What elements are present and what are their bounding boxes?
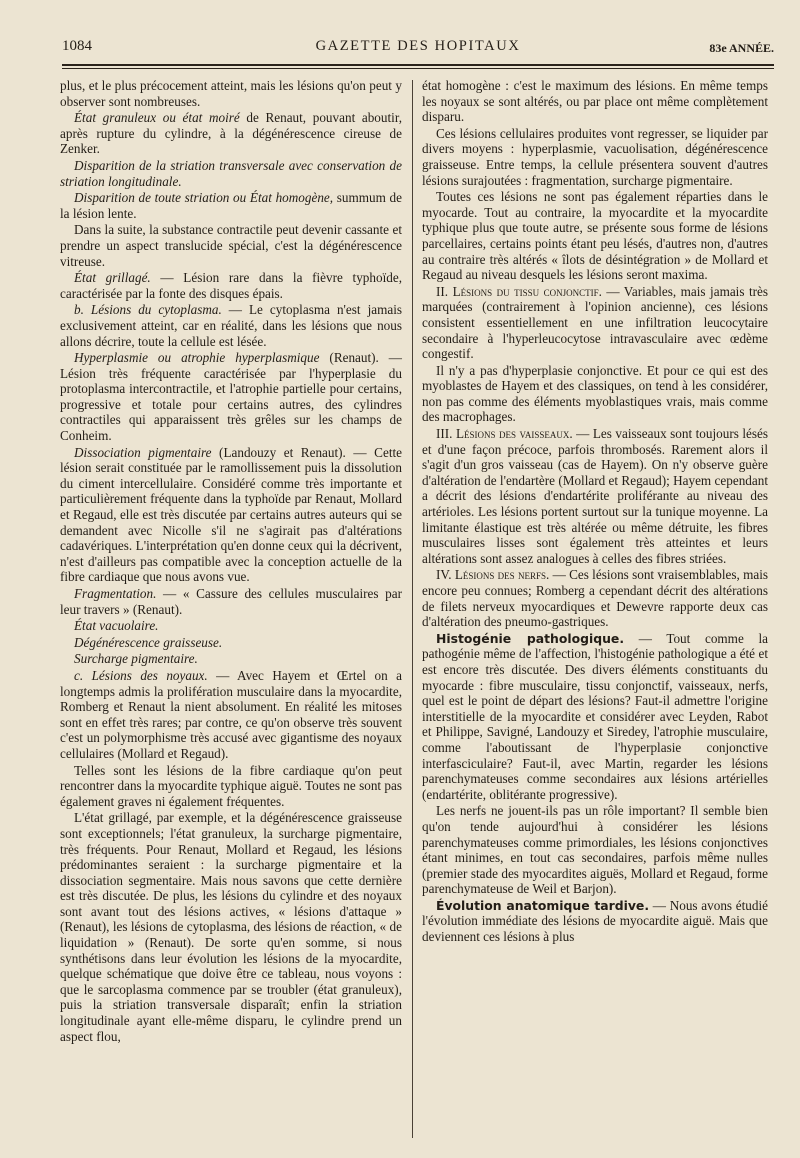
header-rule-thick <box>62 64 774 66</box>
section-heading: III. Lésions des vaisseaux. <box>436 426 573 442</box>
paragraph: Telles sont les lésions de la fibre cardiaque qu'on peut rencontrer dans la myocardite typhique aiguë. Toutes ne sont pas également graves ni également fréquentes. <box>60 762 402 809</box>
section-paragraph: Histogénie pathologique. — Tout comme la pathogénie même de l'affection, l'histogénie pathologique a été et est encore très discutée. Des divers éléments constituants du myocarde : fibre musculaire, tissu conjonctif, vaisseaux, nerfs, quel est le point de départ des lésions? Faut-il admettre l'origine interstitielle de la myocardite et considérer avec Leyden, Rabot et Philippe, Savigné, Landouzy et Siredey, l'atrophie musculaire, comme l'aboutissant de l'hyperplasie conjonctive interfasciculaire? Faut-il, avec Martin, regarder les lésions parenchymateuses comme secondaires aux lésions artérielles (endartérite, oblitérante progressive). <box>422 630 768 802</box>
section-heading: II. Lésions du tissu conjonctif. <box>436 283 602 299</box>
paragraph: Ces lésions cellulaires produites vont regresser, se liquider par divers moyens : hyperplasmie, vacuolisation, dégénérescence graisseuse. Entre temps, la cellule présentera souvent d'autres lésions surajoutées : fragmentation, surcharge pigmentaire. <box>422 125 768 188</box>
paragraph: Dégénérescence graisseuse. <box>74 634 223 650</box>
running-header <box>62 36 774 60</box>
paragraph: Toutes ces lésions ne sont pas également réparties dans le myocarde. Tout au contraire, la myocardite et la myocardite typhique plus que toute autre, se présente sous forme de lésions parcellaires, certains points étant peu lésés, d'autres non, d'autres au contraire très altérés « îlots de désintégration » de Mollard et Regaud au niveau desquels les lésions seront maxima. <box>422 189 768 283</box>
column-divider <box>412 80 413 1138</box>
section-paragraph: III. Lésions des vaisseaux. — Les vaisseaux sont toujours lésés et d'une façon précoce, parfois thrombosés. Rarement alors il s'agit d'un gros vaisseau (cas de Hayem). On n'y observe guère d'altération de l'endartère (Mollard et Regaud); Hayem cependant a décrit des lésions d'endartérite proliférante au niveau des artérioles. Les lésions portent surtout sur la tunique moyenne. La limitante élastique est très altérée ou même détruite, les fibres musculaires lisses sont également très atteintes et leurs altérations sont assez analogues à celles des fibres striées. <box>422 426 768 566</box>
section-paragraph: II. Lésions du tissu conjonctif. — Variables, mais jamais très marquées (contrairement à l'opinion ancienne), ces lésions consistent essentiellement en une infiltration leucocytaire secondaire à l'hyperleucocytose intravasculaire avec œdème congestif. <box>422 283 768 362</box>
paragraph: État grillagé. — Lésion rare dans la fièvre typhoïde, caractérisée par la fonte des disques épais. <box>60 270 402 301</box>
header-rule-thin <box>62 68 774 69</box>
paragraph: Hyperplasmie ou atrophie hyperplasmique (Renaut). — Lésion très fréquente caractérisée par l'hyperplasie du protoplasma intercontractile, et l'atrophie partielle pour certains, progressive et totale pour certains autres, des cylindres contractiles qui apparaissent très grêles sur les champs de Conheim. <box>60 350 402 444</box>
paragraph: Il n'y a pas d'hyperplasie conjonctive. Et pour ce qui est des myoblastes de Hayem et des classiques, on tend à les considérer, non pas comme des éléments myoblastiques vrais, mais comme des macrophages. <box>422 362 768 425</box>
page-number: 1084 <box>62 38 92 54</box>
journal-title: GAZETTE DES HOPITAUX <box>315 38 521 54</box>
paragraph: Les nerfs ne jouent-ils pas un rôle important? Il semble bien qu'on tende aujourd'hui à considérer les lésions parenchymateuses comme primordiales, les lésions conjonctives étant minimes, en tout cas secondaires, parfois même nulles (premier stade des myocardites aiguës, Mollard et Regaud, forme parenchymateuse de Weil et Barjon). <box>422 803 768 897</box>
section-paragraph: IV. Lésions des nerfs. — Ces lésions sont vraisemblables, mais encore peu connues; Romberg a cependant décrit des altérations de filets nerveux myocardiques et Dewevre rapporte deux cas d'altération des pneumo-gastriques. <box>422 567 768 630</box>
paragraph: c. Lésions des noyaux. — Avec Hayem et Œrtel on a longtemps admis la prolifération musculaire dans la myocardite, Romberg et Renaut la nient absolument. En réalité les mitoses sont en effet très rares; par contre, ce qu'on observe très souvent c'est un polymorphisme très accusé avec gigantisme des noyaux cellulaires (Mollard et Regaud). <box>60 667 402 761</box>
paragraph: b. Lésions du cytoplasma. — Le cytoplasma n'est jamais exclusivement atteint, car en réalité, dans les lésions que nous allons décrire, toute la cellule est lésée. <box>60 302 402 349</box>
paragraph: Dissociation pigmentaire (Landouzy et Renaut). — Cette lésion serait constituée par le ramollissement puis la dissolution du ciment intercellulaire. Considéré comme très importante et particulièrement fréquente dans la typhoïde par Renaut, Mollard et Regaud, elle est très discutée par certains autres auteurs qui se demandent avec Nicolle s'il ne s'agirait pas d'altérations cadavériques. L'interprétation qu'en donne ceux qui la décrivent, n'est d'ailleurs pas compatible avec la conception actuelle de la fibre cardiaque que nous avons vue. <box>60 444 402 585</box>
paragraph: État vacuolaire. <box>74 618 159 634</box>
year-label: 83e ANNÉE. <box>709 41 774 55</box>
section-heading: Histogénie pathologique. <box>436 630 625 646</box>
left-column <box>60 78 402 1045</box>
paragraph: Disparition de la striation transversale avec conservation de striation longitudinale. <box>60 157 402 189</box>
right-column <box>422 78 768 946</box>
paragraph: Fragmentation. — « Cassure des cellules musculaires par leur travers » (Renaut). <box>60 586 402 617</box>
paragraph: L'état grillagé, par exemple, et la dégénérescence graisseuse sont exceptionnels; l'état granuleux, la surcharge pigmentaire, très fréquents. Pour Renaut, Mollard et Regaud, les lésions prédominantes seraient : la surcharge pigmentaire et la dissociation segmentaire. Mais nous savons que cette dernière est très discutée. De plus, les lésions du cylindre et des noyaux sont avant tout des lésions actives, « lésions d'attaque » (Renaut), les lésions de cytoplasma, des lésions de réaction, « de liquidation » (Renaut). De sorte qu'en somme, si nous synthétisons dans leur évolution les lésions de la myocardite, quelque schématique que doive être ce tableau, nous voyons : que le sarcoplasma commence par se troubler (état granuleux), puis la striation transversale disparaît; enfin la striation longitudinale ayant elle-même disparu, le cylindre prend un aspect flou, <box>60 810 402 1044</box>
section-heading: Évolution anatomique tardive. <box>436 897 650 913</box>
paragraph: Surcharge pigmentaire. <box>74 651 198 667</box>
paragraph: plus, et le plus précocement atteint, mais les lésions qu'on peut y observer sont nombreuses. <box>60 78 402 109</box>
section-heading: IV. Lésions des nerfs. <box>436 567 550 583</box>
paragraph: état homogène : c'est le maximum des lésions. En même temps les noyaux se sont altérés, ou par place ont même complètement disparu. <box>422 78 768 125</box>
section-paragraph: Évolution anatomique tardive. — Nous avons étudié l'évolution immédiate des lésions de myocardite aiguë. Mais que deviennent ces lésions à plus <box>422 897 768 945</box>
paragraph: État granuleux ou état moiré de Renaut, pouvant aboutir, après rupture du cylindre, à la dégénérescence cireuse de Zenker. <box>60 110 402 157</box>
paragraph: Dans la suite, la substance contractile peut devenir cassante et prendre un aspect translucide spécial, c'est la dégénérescence vitreuse. <box>60 222 402 269</box>
paragraph: Disparition de toute striation ou État homogène, summum de la lésion lente. <box>60 190 402 221</box>
